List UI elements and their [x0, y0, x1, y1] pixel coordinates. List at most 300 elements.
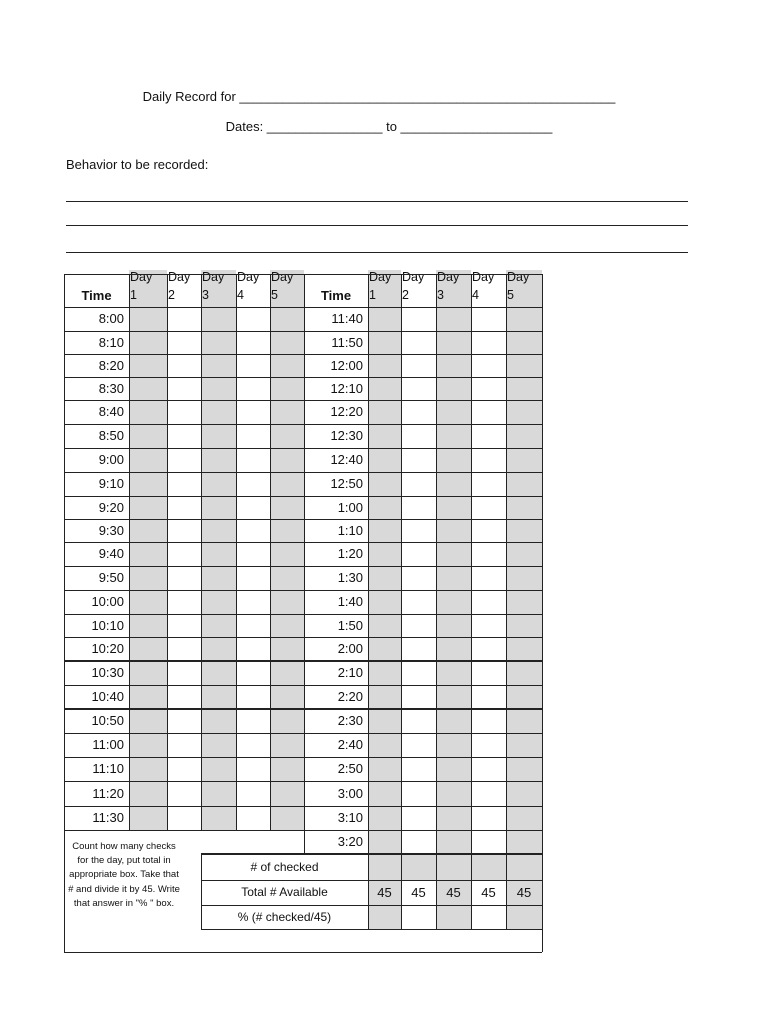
time-cell: 1:10 — [337, 523, 363, 538]
summary-cell-1-day1[interactable] — [368, 854, 401, 880]
check-cell-left-day3[interactable] — [201, 614, 236, 637]
check-cell-left-day4[interactable] — [236, 354, 270, 377]
check-cell-right-day2[interactable] — [401, 331, 436, 354]
check-cell-left-day4[interactable] — [236, 637, 270, 661]
check-cell-left-day5[interactable] — [270, 685, 304, 709]
grid-line — [201, 929, 542, 930]
check-cell-left-day5[interactable] — [270, 733, 304, 757]
check-cell-right-day2[interactable] — [401, 757, 436, 781]
check-cell-left-day1[interactable] — [129, 424, 167, 448]
check-cell-right-day3[interactable] — [436, 685, 471, 709]
check-cell-left-day3[interactable] — [201, 400, 236, 424]
check-cell-right-day1[interactable] — [368, 614, 401, 637]
check-cell-right-day1[interactable] — [368, 781, 401, 806]
day-header-word: Day — [507, 270, 530, 284]
check-cell-right-day3[interactable] — [436, 448, 471, 472]
check-cell-right-day4[interactable] — [471, 566, 506, 590]
check-cell-right-day4[interactable] — [471, 637, 506, 661]
check-cell-right-day2[interactable] — [401, 709, 436, 733]
check-cell-left-day5[interactable] — [270, 566, 304, 590]
grid-line — [506, 274, 507, 929]
check-cell-left-day1[interactable] — [129, 496, 167, 519]
check-cell-right-day2[interactable] — [401, 448, 436, 472]
check-cell-right-day1[interactable] — [368, 377, 401, 400]
check-cell-right-day1[interactable] — [368, 566, 401, 590]
check-cell-right-day2[interactable] — [401, 377, 436, 400]
check-cell-left-day2[interactable] — [167, 614, 201, 637]
check-cell-right-day1[interactable] — [368, 424, 401, 448]
check-cell-left-day1[interactable] — [129, 757, 167, 781]
check-cell-right-day4[interactable] — [471, 709, 506, 733]
day-header-left-4 — [236, 270, 270, 307]
check-cell-left-day2[interactable] — [167, 757, 201, 781]
check-cell-left-day2[interactable] — [167, 806, 201, 830]
time-cell: 3:00 — [337, 786, 363, 801]
check-cell-right-day4[interactable] — [471, 685, 506, 709]
time-cell: 1:40 — [337, 594, 363, 609]
summary-cell-3-day2[interactable] — [401, 905, 436, 929]
check-cell-left-day1[interactable] — [129, 307, 167, 331]
check-cell-right-day1[interactable] — [368, 472, 401, 496]
check-cell-left-day4[interactable] — [236, 472, 270, 496]
check-cell-left-day1[interactable] — [129, 709, 167, 733]
check-cell-right-day3[interactable] — [436, 496, 471, 519]
check-cell-left-day5[interactable] — [270, 757, 304, 781]
time-cell: 12:10 — [330, 381, 363, 396]
time-cell: 8:20 — [98, 358, 124, 373]
grid-line — [64, 496, 304, 497]
grid-line — [64, 708, 304, 710]
check-cell-left-day3[interactable] — [201, 307, 236, 331]
check-cell-right-day3[interactable] — [436, 307, 471, 331]
check-cell-right-day2[interactable] — [401, 307, 436, 331]
check-cell-right-day4[interactable] — [471, 519, 506, 542]
check-cell-right-day4[interactable] — [471, 614, 506, 637]
check-cell-right-day2[interactable] — [401, 519, 436, 542]
check-cell-left-day3[interactable] — [201, 757, 236, 781]
check-cell-right-day3[interactable] — [436, 542, 471, 566]
check-cell-left-day4[interactable] — [236, 400, 270, 424]
check-cell-right-day5[interactable] — [506, 661, 542, 685]
summary-cell-3-day4[interactable] — [471, 905, 506, 929]
time-cell: 12:40 — [330, 452, 363, 467]
grid-line — [64, 733, 304, 734]
check-cell-right-day5[interactable] — [506, 590, 542, 614]
grid-line — [304, 830, 305, 854]
check-cell-right-day3[interactable] — [436, 806, 471, 830]
check-cell-left-day1[interactable] — [129, 566, 167, 590]
check-cell-right-day1[interactable] — [368, 331, 401, 354]
check-cell-right-day1[interactable] — [368, 448, 401, 472]
check-cell-left-day2[interactable] — [167, 472, 201, 496]
check-cell-right-day5[interactable] — [506, 377, 542, 400]
grid-line — [270, 274, 271, 830]
day-header-number: 2 — [168, 288, 175, 302]
check-cell-left-day1[interactable] — [129, 614, 167, 637]
summary-cell-3-day1[interactable] — [368, 905, 401, 929]
check-cell-left-day5[interactable] — [270, 400, 304, 424]
check-cell-right-day4[interactable] — [471, 830, 506, 854]
check-cell-right-day3[interactable] — [436, 614, 471, 637]
check-cell-left-day3[interactable] — [201, 331, 236, 354]
check-cell-left-day2[interactable] — [167, 400, 201, 424]
check-cell-left-day3[interactable] — [201, 496, 236, 519]
check-cell-right-day1[interactable] — [368, 637, 401, 661]
summary-label-2: Total # Available — [241, 885, 328, 899]
check-cell-right-day1[interactable] — [368, 400, 401, 424]
grid-line — [64, 685, 304, 686]
check-cell-left-day3[interactable] — [201, 566, 236, 590]
time-cell: 10:00 — [91, 594, 124, 609]
check-cell-right-day3[interactable] — [436, 331, 471, 354]
check-cell-right-day4[interactable] — [471, 661, 506, 685]
day-header-left-5 — [270, 270, 304, 307]
check-cell-right-day1[interactable] — [368, 733, 401, 757]
check-cell-right-day1[interactable] — [368, 354, 401, 377]
check-cell-right-day2[interactable] — [401, 781, 436, 806]
check-cell-left-day3[interactable] — [201, 472, 236, 496]
day-header-right-1 — [368, 270, 401, 307]
check-cell-right-day5[interactable] — [506, 685, 542, 709]
check-cell-left-day1[interactable] — [129, 472, 167, 496]
check-cell-left-day5[interactable] — [270, 448, 304, 472]
check-cell-left-day1[interactable] — [129, 806, 167, 830]
check-cell-right-day4[interactable] — [471, 448, 506, 472]
check-cell-left-day3[interactable] — [201, 590, 236, 614]
time-cell: 10:40 — [91, 689, 124, 704]
check-cell-right-day3[interactable] — [436, 519, 471, 542]
check-cell-right-day3[interactable] — [436, 637, 471, 661]
check-cell-right-day3[interactable] — [436, 830, 471, 854]
check-cell-right-day3[interactable] — [436, 757, 471, 781]
check-cell-right-day5[interactable] — [506, 542, 542, 566]
grid-line — [167, 274, 168, 830]
check-cell-right-day4[interactable] — [471, 496, 506, 519]
check-cell-left-day2[interactable] — [167, 307, 201, 331]
check-cell-left-day3[interactable] — [201, 637, 236, 661]
check-cell-right-day2[interactable] — [401, 614, 436, 637]
check-cell-right-day4[interactable] — [471, 400, 506, 424]
time-cell: 12:50 — [330, 476, 363, 491]
time-cell: 10:10 — [91, 618, 124, 633]
summary-cell-2-day4: 45 — [481, 885, 496, 900]
grid-line — [129, 274, 130, 830]
check-cell-left-day4[interactable] — [236, 781, 270, 806]
grid-line — [64, 614, 304, 615]
check-cell-right-day1[interactable] — [368, 757, 401, 781]
check-cell-right-day2[interactable] — [401, 542, 436, 566]
check-cell-right-day4[interactable] — [471, 472, 506, 496]
check-cell-left-day4[interactable] — [236, 542, 270, 566]
check-cell-left-day4[interactable] — [236, 709, 270, 733]
check-cell-left-day3[interactable] — [201, 709, 236, 733]
summary-cell-2-day5: 45 — [506, 880, 542, 905]
dates-line: Dates: ________________ to _____________________ — [225, 119, 553, 134]
check-cell-right-day3[interactable] — [436, 400, 471, 424]
check-cell-left-day5[interactable] — [270, 661, 304, 685]
check-cell-left-day5[interactable] — [270, 637, 304, 661]
grid-line — [64, 542, 304, 543]
check-cell-right-day1[interactable] — [368, 661, 401, 685]
check-cell-left-day1[interactable] — [129, 448, 167, 472]
check-cell-right-day5[interactable] — [506, 566, 542, 590]
check-cell-right-day5[interactable] — [506, 757, 542, 781]
check-cell-left-day1[interactable] — [129, 400, 167, 424]
check-cell-left-day4[interactable] — [236, 685, 270, 709]
check-cell-right-day3[interactable] — [436, 354, 471, 377]
check-cell-left-day4[interactable] — [236, 566, 270, 590]
check-cell-left-day3[interactable] — [201, 424, 236, 448]
check-cell-right-day3[interactable] — [436, 424, 471, 448]
day-header-number: 4 — [472, 288, 479, 302]
check-cell-left-day2[interactable] — [167, 709, 201, 733]
check-cell-right-day2[interactable] — [401, 637, 436, 661]
check-cell-left-day5[interactable] — [270, 781, 304, 806]
check-cell-left-day5[interactable] — [270, 354, 304, 377]
check-cell-left-day2[interactable] — [167, 542, 201, 566]
check-cell-left-day2[interactable] — [167, 496, 201, 519]
check-cell-right-day5[interactable] — [506, 354, 542, 377]
day-header-number: 1 — [130, 288, 137, 302]
day-header-word: Day — [130, 270, 153, 284]
check-cell-left-day3[interactable] — [201, 542, 236, 566]
summary-cell-1-day2[interactable] — [401, 854, 436, 880]
check-cell-right-day2[interactable] — [401, 590, 436, 614]
check-cell-right-day3[interactable] — [436, 733, 471, 757]
check-cell-left-day4[interactable] — [236, 661, 270, 685]
check-cell-left-day3[interactable] — [201, 519, 236, 542]
check-cell-right-day3[interactable] — [436, 661, 471, 685]
summary-label-3: % (# checked/45) — [237, 910, 332, 924]
check-cell-right-day5[interactable] — [506, 709, 542, 733]
time-cell: 8:40 — [98, 404, 124, 419]
summary-cell-1-day4[interactable] — [471, 854, 506, 880]
day-header-word: Day — [472, 270, 495, 284]
day-header-right-2 — [401, 270, 436, 307]
time-cell: 10:50 — [91, 713, 124, 728]
check-cell-right-day3[interactable] — [436, 590, 471, 614]
check-cell-left-day5[interactable] — [270, 519, 304, 542]
day-header-left-3 — [201, 270, 236, 307]
check-cell-left-day5[interactable] — [270, 331, 304, 354]
check-cell-right-day5[interactable] — [506, 448, 542, 472]
time-cell: 3:10 — [337, 810, 363, 825]
check-cell-left-day4[interactable] — [236, 448, 270, 472]
check-cell-right-day4[interactable] — [471, 542, 506, 566]
check-cell-left-day2[interactable] — [167, 377, 201, 400]
check-cell-right-day1[interactable] — [368, 307, 401, 331]
check-cell-right-day5[interactable] — [506, 830, 542, 854]
check-cell-right-day2[interactable] — [401, 472, 436, 496]
check-cell-left-day2[interactable] — [167, 733, 201, 757]
check-cell-left-day5[interactable] — [270, 806, 304, 830]
check-cell-left-day3[interactable] — [201, 354, 236, 377]
check-cell-right-day4[interactable] — [471, 806, 506, 830]
check-cell-right-day5[interactable] — [506, 637, 542, 661]
check-cell-right-day1[interactable] — [368, 542, 401, 566]
summary-cell-1-day3[interactable] — [436, 854, 471, 880]
check-cell-left-day1[interactable] — [129, 661, 167, 685]
check-cell-left-day1[interactable] — [129, 781, 167, 806]
grid-line — [201, 854, 202, 929]
check-cell-left-day5[interactable] — [270, 424, 304, 448]
check-cell-left-day4[interactable] — [236, 519, 270, 542]
time-cell: 1:00 — [337, 500, 363, 515]
check-cell-right-day4[interactable] — [471, 354, 506, 377]
check-cell-left-day3[interactable] — [201, 806, 236, 830]
time-cell: 8:10 — [98, 335, 124, 350]
check-cell-left-day4[interactable] — [236, 307, 270, 331]
check-cell-left-day5[interactable] — [270, 307, 304, 331]
check-cell-left-day3[interactable] — [201, 685, 236, 709]
check-cell-right-day3[interactable] — [436, 709, 471, 733]
check-cell-right-day1[interactable] — [368, 709, 401, 733]
check-cell-right-day4[interactable] — [471, 757, 506, 781]
check-cell-left-day4[interactable] — [236, 614, 270, 637]
check-cell-right-day1[interactable] — [368, 590, 401, 614]
check-cell-right-day2[interactable] — [401, 733, 436, 757]
check-cell-left-day2[interactable] — [167, 590, 201, 614]
check-cell-right-day5[interactable] — [506, 519, 542, 542]
day-header-word: Day — [237, 270, 260, 284]
check-cell-right-day5[interactable] — [506, 307, 542, 331]
check-cell-right-day1[interactable] — [368, 830, 401, 854]
day-header-word: Day — [402, 270, 425, 284]
check-cell-left-day1[interactable] — [129, 685, 167, 709]
check-cell-left-day3[interactable] — [201, 377, 236, 400]
check-cell-right-day5[interactable] — [506, 806, 542, 830]
summary-cell-1-day5[interactable] — [506, 854, 542, 880]
check-cell-left-day5[interactable] — [270, 709, 304, 733]
time-cell: 9:00 — [98, 452, 124, 467]
check-cell-left-day4[interactable] — [236, 806, 270, 830]
time-cell: 2:30 — [337, 713, 363, 728]
check-cell-right-day5[interactable] — [506, 733, 542, 757]
grid-line — [64, 400, 304, 401]
check-cell-left-day2[interactable] — [167, 566, 201, 590]
summary-cell-3-day3[interactable] — [436, 905, 471, 929]
check-cell-left-day1[interactable] — [129, 733, 167, 757]
instructions-text: Count how many checks for the day, put total in appropriate box. Take that # and divide it by 45. Write that answer in "% " box. — [68, 841, 180, 909]
check-cell-left-day2[interactable] — [167, 637, 201, 661]
check-cell-right-day1[interactable] — [368, 685, 401, 709]
summary-cell-3-day5[interactable] — [506, 905, 542, 929]
check-cell-left-day1[interactable] — [129, 354, 167, 377]
check-cell-left-day2[interactable] — [167, 448, 201, 472]
check-cell-right-day5[interactable] — [506, 331, 542, 354]
check-cell-right-day5[interactable] — [506, 496, 542, 519]
check-cell-left-day2[interactable] — [167, 519, 201, 542]
grid-line — [401, 274, 402, 929]
time-cell: 9:50 — [98, 570, 124, 585]
check-cell-right-day2[interactable] — [401, 661, 436, 685]
check-cell-right-day4[interactable] — [471, 424, 506, 448]
check-cell-left-day5[interactable] — [270, 496, 304, 519]
check-cell-right-day5[interactable] — [506, 614, 542, 637]
grid-line — [64, 424, 304, 425]
check-cell-right-day2[interactable] — [401, 566, 436, 590]
grid-line — [64, 377, 304, 378]
check-cell-right-day2[interactable] — [401, 354, 436, 377]
check-cell-right-day4[interactable] — [471, 781, 506, 806]
check-cell-right-day3[interactable] — [436, 472, 471, 496]
check-cell-right-day4[interactable] — [471, 590, 506, 614]
check-cell-right-day4[interactable] — [471, 377, 506, 400]
check-cell-right-day5[interactable] — [506, 424, 542, 448]
check-cell-left-day2[interactable] — [167, 354, 201, 377]
check-cell-left-day3[interactable] — [201, 661, 236, 685]
check-cell-left-day5[interactable] — [270, 377, 304, 400]
check-cell-left-day3[interactable] — [201, 781, 236, 806]
check-cell-left-day4[interactable] — [236, 377, 270, 400]
check-cell-right-day5[interactable] — [506, 472, 542, 496]
check-cell-left-day1[interactable] — [129, 542, 167, 566]
check-cell-right-day4[interactable] — [471, 307, 506, 331]
check-cell-right-day2[interactable] — [401, 830, 436, 854]
check-cell-left-day4[interactable] — [236, 590, 270, 614]
check-cell-left-day2[interactable] — [167, 781, 201, 806]
check-cell-left-day1[interactable] — [129, 637, 167, 661]
check-cell-right-day1[interactable] — [368, 806, 401, 830]
check-cell-left-day5[interactable] — [270, 542, 304, 566]
check-cell-left-day1[interactable] — [129, 519, 167, 542]
check-cell-right-day2[interactable] — [401, 496, 436, 519]
check-cell-left-day5[interactable] — [270, 472, 304, 496]
check-cell-right-day4[interactable] — [471, 331, 506, 354]
check-cell-left-day2[interactable] — [167, 661, 201, 685]
check-cell-left-day2[interactable] — [167, 424, 201, 448]
check-cell-right-day4[interactable] — [471, 733, 506, 757]
check-cell-right-day5[interactable] — [506, 400, 542, 424]
check-cell-left-day4[interactable] — [236, 757, 270, 781]
check-cell-right-day5[interactable] — [506, 781, 542, 806]
grid-line — [64, 590, 304, 591]
check-cell-right-day2[interactable] — [401, 400, 436, 424]
check-cell-right-day2[interactable] — [401, 685, 436, 709]
grid-line — [471, 274, 472, 929]
day-header-number: 2 — [402, 288, 409, 302]
check-cell-left-day3[interactable] — [201, 733, 236, 757]
check-cell-left-day4[interactable] — [236, 424, 270, 448]
check-cell-right-day3[interactable] — [436, 377, 471, 400]
time-cell: 9:20 — [98, 500, 124, 515]
check-cell-left-day3[interactable] — [201, 448, 236, 472]
check-cell-right-day2[interactable] — [401, 424, 436, 448]
check-cell-right-day3[interactable] — [436, 781, 471, 806]
day-header-number: 1 — [369, 288, 376, 302]
check-cell-left-day4[interactable] — [236, 496, 270, 519]
grid-line — [201, 905, 542, 906]
check-cell-left-day1[interactable] — [129, 331, 167, 354]
check-cell-right-day2[interactable] — [401, 806, 436, 830]
check-cell-left-day1[interactable] — [129, 590, 167, 614]
check-cell-left-day2[interactable] — [167, 331, 201, 354]
check-cell-left-day1[interactable] — [129, 377, 167, 400]
check-cell-right-day1[interactable] — [368, 496, 401, 519]
check-cell-left-day5[interactable] — [270, 590, 304, 614]
check-cell-left-day2[interactable] — [167, 685, 201, 709]
time-cell: 3:20 — [337, 834, 363, 849]
grid-line — [64, 448, 304, 449]
check-cell-right-day1[interactable] — [368, 519, 401, 542]
check-cell-right-day3[interactable] — [436, 566, 471, 590]
check-cell-left-day4[interactable] — [236, 331, 270, 354]
check-cell-left-day4[interactable] — [236, 733, 270, 757]
check-cell-left-day5[interactable] — [270, 614, 304, 637]
time-cell: 1:30 — [337, 570, 363, 585]
time-cell: 8:30 — [98, 381, 124, 396]
table-right-border — [542, 274, 543, 952]
